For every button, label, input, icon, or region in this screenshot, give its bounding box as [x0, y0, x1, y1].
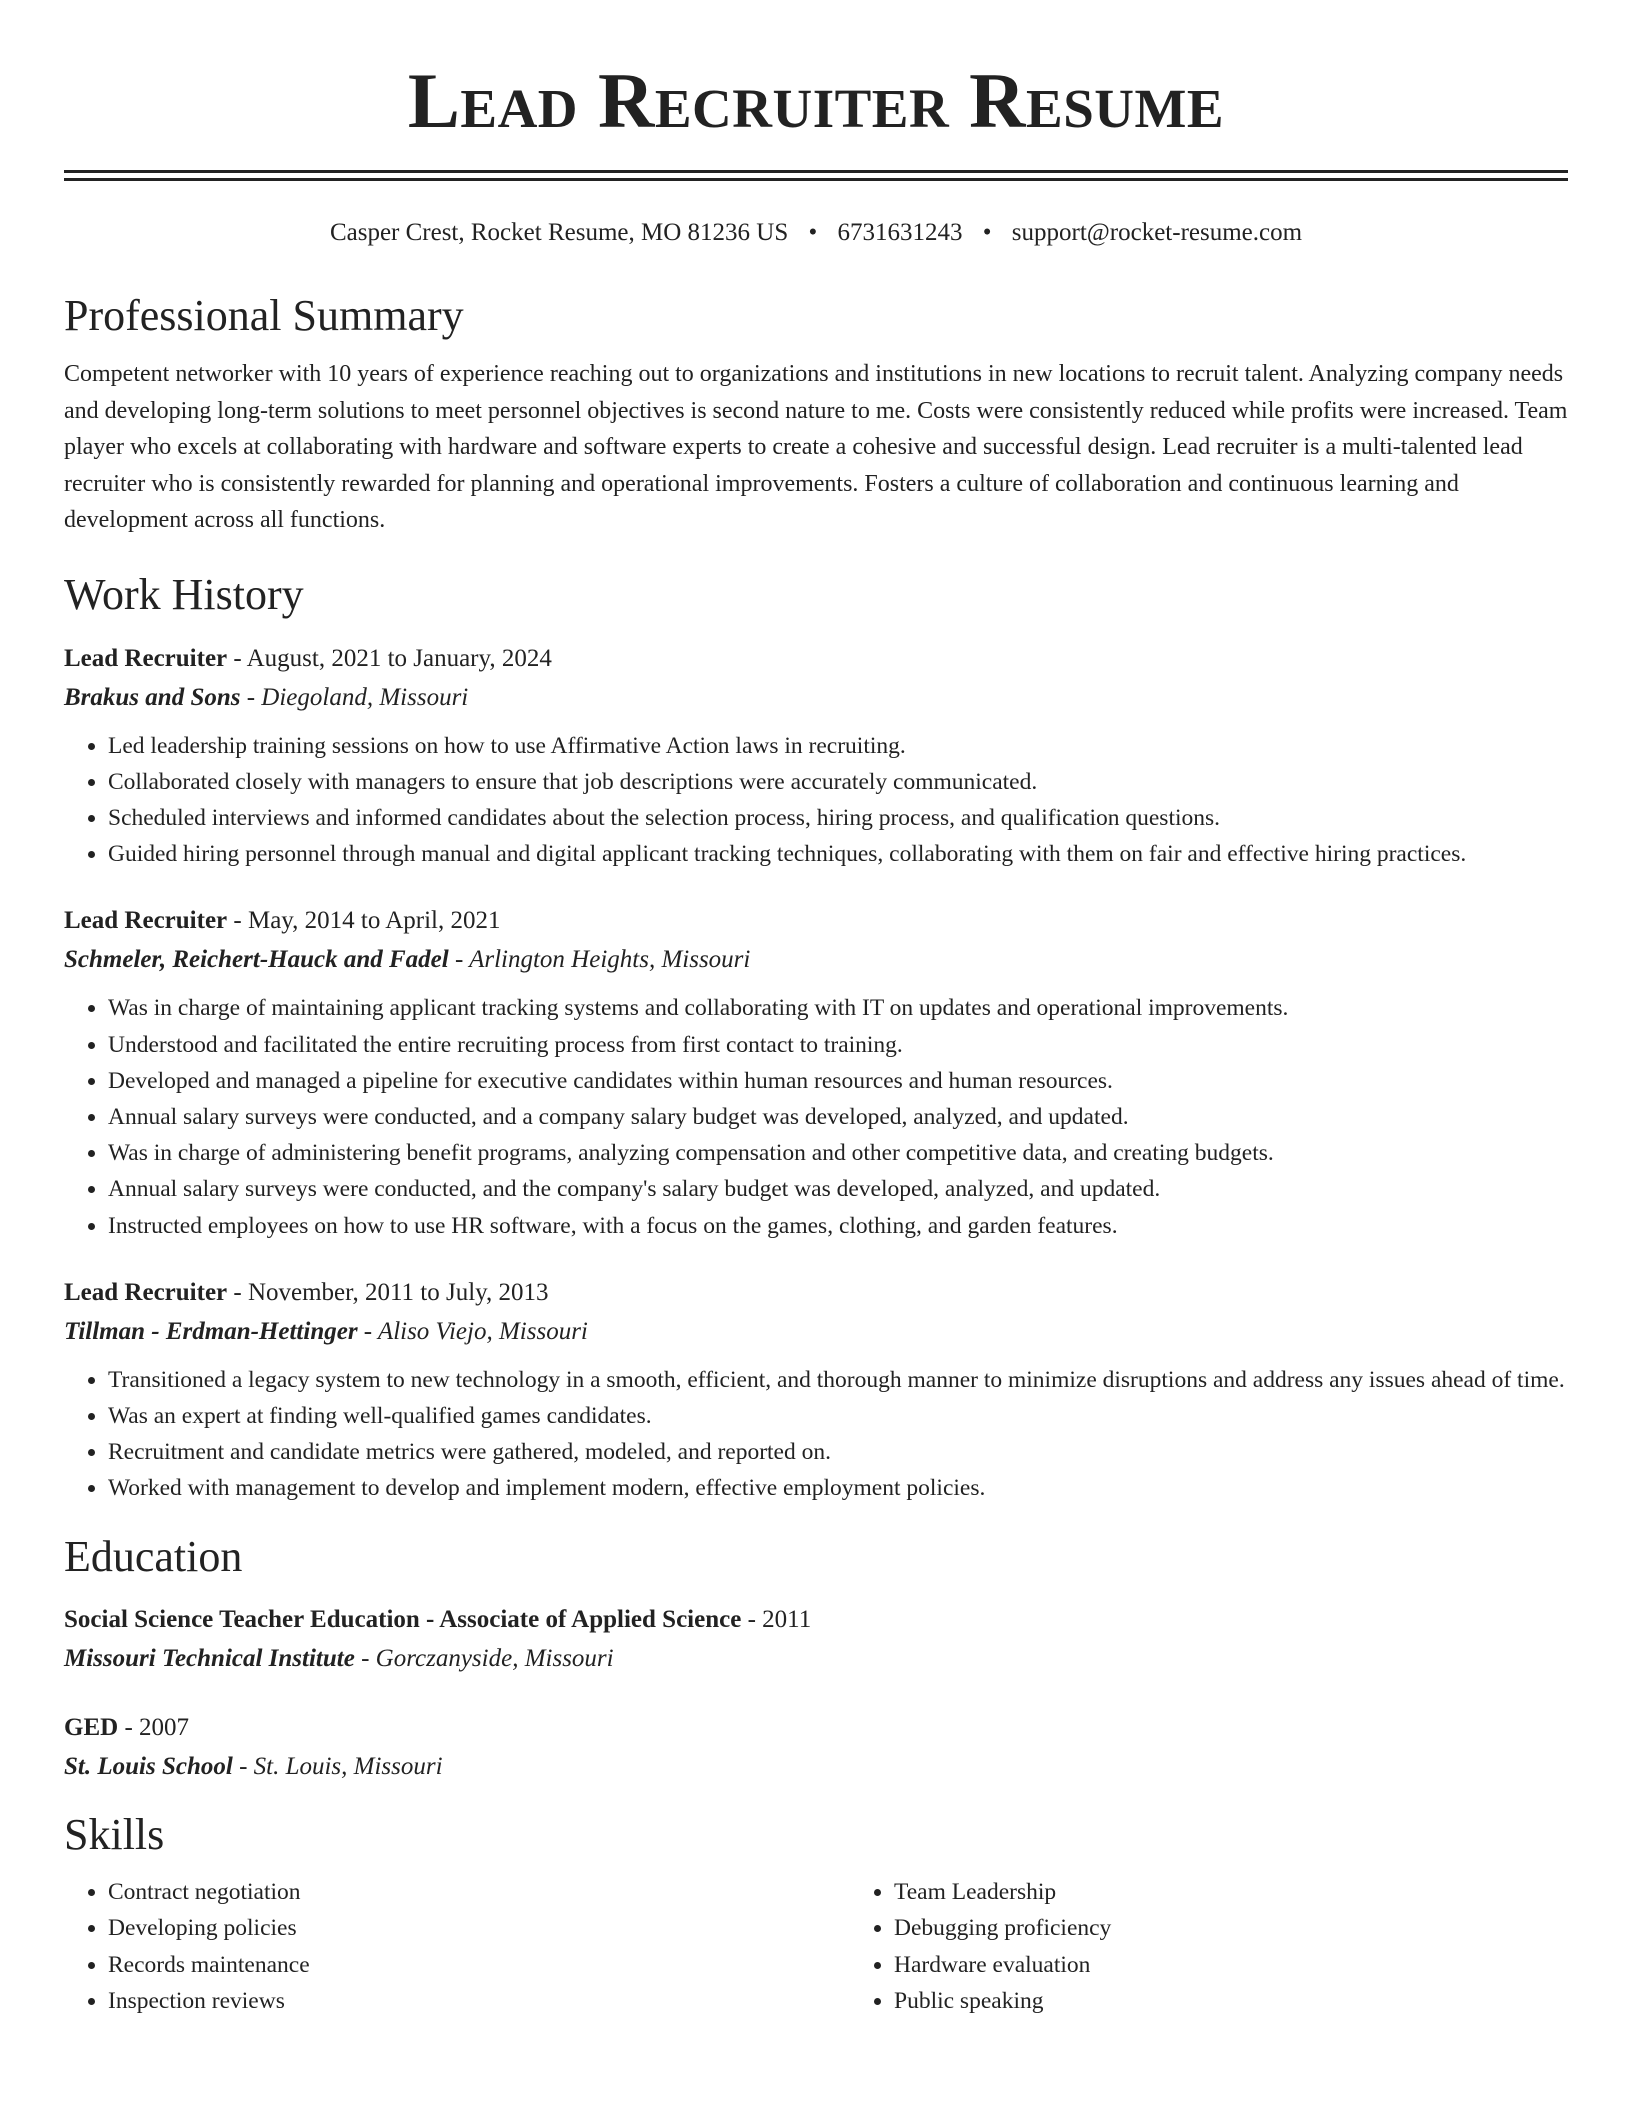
- education-entry: [64, 1709, 1568, 1787]
- degree: GED: [64, 1714, 119, 1742]
- degree-year: - 2011: [741, 1606, 812, 1634]
- job-bullets: [64, 1362, 1568, 1507]
- skills-heading: Skills: [64, 1810, 165, 1860]
- list-item: • Developing policies: [108, 1910, 850, 1946]
- school-name: Missouri Technical Institute: [64, 1645, 355, 1673]
- job-location: - Arlington Heights, Missouri: [448, 946, 751, 974]
- degree: Social Science Teacher Education - Associate of Applied Science: [64, 1606, 742, 1634]
- list-item: • Transitioned a legacy system to new technology in a smooth, efficient, and thorough manner to minimize disruptions and address any issues ahead of time.: [108, 1362, 1568, 1398]
- job-company: Brakus and Sons: [64, 683, 241, 711]
- list-item: • Records maintenance: [108, 1947, 850, 1983]
- contact-separator: •: [808, 219, 818, 246]
- list-item: • Debugging proficiency: [894, 1910, 1632, 1946]
- list-item: • Instructed employees on how to use HR software, with a focus on the games, clothing, and garden features.: [108, 1208, 1568, 1244]
- list-item: • Led leadership training sessions on how to use Affirmative Action laws in recruiting.: [108, 728, 1568, 764]
- job-location: - Aliso Viejo, Missouri: [357, 1317, 588, 1345]
- contact-separator: •: [982, 219, 992, 246]
- job-entry: [64, 902, 1568, 1243]
- list-item: • Was in charge of maintaining applicant tracking systems and collaborating with IT on updates and operational improvements.: [108, 990, 1568, 1026]
- summary-text: Competent networker with 10 years of experience reaching out to organizations and institutions in new locations to recruit talent. Analyzing company needs and developing long-term solutions to meet personnel objectives is second nature to me. Costs were consistently reduced while profits were increased. Team player who excels at collaborating with hardware and software experts to create a cohesive and successful design. Lead recruiter is a multi-talented lead recruiter who is consistently rewarded for planning and operational improvements. Fosters a culture of collaboration and continuous learning and development across all functions.: [64, 361, 1568, 534]
- list-item: • Public speaking: [894, 1983, 1632, 2019]
- list-item: • Team Leadership: [894, 1874, 1632, 1910]
- job-title: Lead Recruiter: [64, 1278, 228, 1306]
- contact-email: support@rocket-resume.com: [1011, 219, 1303, 246]
- job-company: Tillman - Erdman-Hettinger: [64, 1317, 358, 1345]
- list-item: • Collaborated closely with managers to ensure that job descriptions were accurately communicated.: [108, 764, 1568, 800]
- list-item: • Worked with management to develop and implement modern, effective employment policies.: [108, 1470, 1568, 1506]
- education-entry: [64, 1601, 1568, 1679]
- list-item: • Developed and managed a pipeline for executive candidates within human resources and human resources.: [108, 1063, 1568, 1099]
- list-item: • Inspection reviews: [108, 1983, 850, 2019]
- job-title: Lead Recruiter: [64, 907, 228, 935]
- list-item: • Guided hiring personnel through manual and digital applicant tracking techniques, collaborating with them on fair and effective hiring practices.: [108, 836, 1568, 872]
- contact-line: [64, 217, 1568, 250]
- job-bullets: [64, 728, 1568, 873]
- list-item: • Understood and facilitated the entire recruiting process from first contact to training.: [108, 1027, 1568, 1063]
- skills-column-right: [850, 1874, 1632, 2019]
- list-item: • Annual salary surveys were conducted, and a company salary budget was developed, analyzed, and updated.: [108, 1099, 1568, 1135]
- list-item: • Annual salary surveys were conducted, and the company's salary budget was developed, analyzed, and updated.: [108, 1171, 1568, 1207]
- work-history-heading: Work History: [64, 569, 304, 619]
- list-item: • Hardware evaluation: [894, 1947, 1632, 1983]
- title-divider: [64, 170, 1568, 181]
- school-name: St. Louis School: [64, 1753, 233, 1781]
- education-heading: Education: [64, 1531, 243, 1581]
- skills-column-left: [64, 1874, 850, 2019]
- degree-year: - 2007: [118, 1714, 190, 1742]
- school-location: - Gorczanyside, Missouri: [354, 1645, 614, 1673]
- page-title: Lead Recruiter Resume: [407, 57, 1225, 144]
- job-dates: - November, 2011 to July, 2013: [227, 1278, 549, 1306]
- list-item: • Was an expert at finding well-qualified games candidates.: [108, 1398, 1568, 1434]
- job-company: Schmeler, Reichert-Hauck and Fadel: [64, 946, 449, 974]
- job-dates: - August, 2021 to January, 2024: [227, 644, 552, 672]
- school-location: - St. Louis, Missouri: [232, 1753, 443, 1781]
- job-entry: [64, 1274, 1568, 1507]
- job-bullets: [64, 990, 1568, 1243]
- list-item: • Scheduled interviews and informed candidates about the selection process, hiring process, and qualification questions.: [108, 800, 1568, 836]
- list-item: • Was in charge of administering benefit programs, analyzing compensation and other competitive data, and creating budgets.: [108, 1135, 1568, 1171]
- summary-heading: Professional Summary: [64, 290, 464, 340]
- skills-list: [64, 1874, 1568, 2019]
- job-title: Lead Recruiter: [64, 644, 228, 672]
- contact-address: Casper Crest, Rocket Resume, MO 81236 US: [329, 219, 789, 246]
- job-dates: - May, 2014 to April, 2021: [227, 907, 501, 935]
- list-item: • Contract negotiation: [108, 1874, 850, 1910]
- job-location: - Diegoland, Missouri: [240, 683, 469, 711]
- job-entry: [64, 640, 1568, 873]
- list-item: • Recruitment and candidate metrics were gathered, modeled, and reported on.: [108, 1434, 1568, 1470]
- contact-phone: 6731631243: [837, 219, 963, 246]
